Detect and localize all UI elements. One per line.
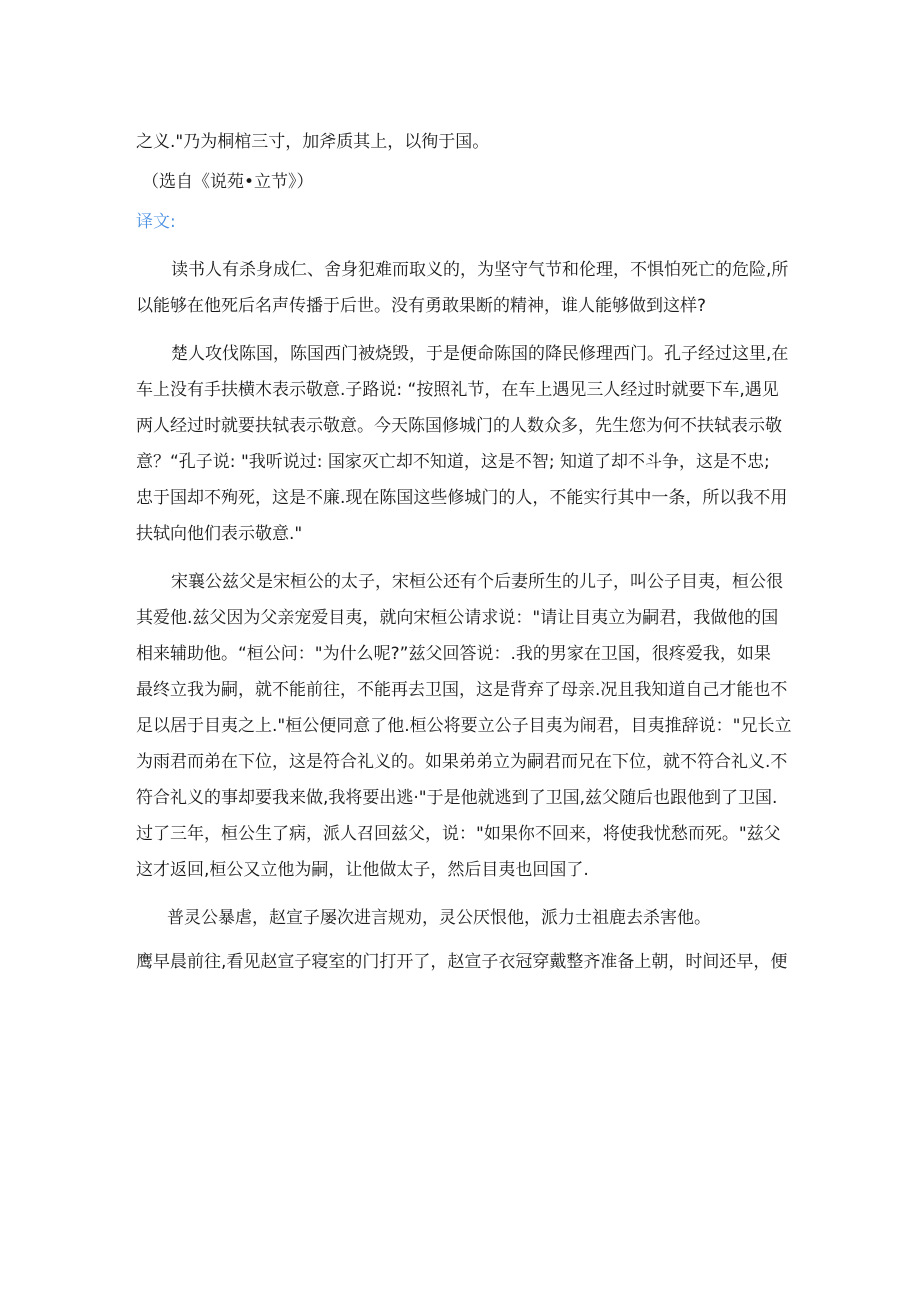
paragraph-line: 以能够在他死后名声传播于后世。没有勇敢果断的精神，谁人能够做到这样? <box>136 296 707 316</box>
translation-heading: 译文: <box>136 212 176 232</box>
paragraph-line: 相来辅助他。“桓公问："为什么呢?”兹父回答说：.我的男家在卫国，很疼爱我，如果 <box>136 644 771 664</box>
paragraph-line: 足以居于目夷之上."桓公便同意了他.桓公将要立公子目夷为闹君，目夷推辞说："兄长立 <box>136 716 792 736</box>
paragraph-line: 忠于国却不殉死，这是不廉.现在陈国这些修城门的人，不能实行其中一条，所以我不用 <box>136 488 788 508</box>
paragraph-line: 扶轼向他们表示敬意." <box>136 524 303 544</box>
paragraph-line: 两人经过时就要扶轼表示敬意。今天陈国修城门的人数众多，先生您为何不扶轼表示敬 <box>136 416 782 436</box>
paragraph-1 <box>136 252 789 324</box>
paragraph-line: 鹰早晨前往,看见赵宣子寝室的门打开了，赵宣子衣冠穿戴整齐准备上朝，时间还早，便 <box>136 952 788 972</box>
paragraph-2 <box>136 336 789 552</box>
paragraph-line: 车上没有手扶横木表示敬意.子路说: “按照礼节，在车上遇见三人经过时就要下车,遇见 <box>136 380 779 400</box>
document-page <box>136 124 792 980</box>
opening-line: 之义."乃为桐棺三寸，加斧质其上，以徇于国。 <box>136 132 490 152</box>
source-citation: （选自《说苑•立节》） <box>142 172 314 192</box>
paragraph-line: 这才返回,桓公又立他为嗣，让他做太子，然后目夷也回国了. <box>136 860 589 880</box>
paragraph-4 <box>136 900 786 980</box>
paragraph-line: 为雨君而弟在下位，这是符合礼义的。如果弟弟立为嗣君而兄在下位，就不符合礼义.不 <box>136 752 788 772</box>
paragraph-line: 意？“孔子说: "我听说过: 国家灭亡却不知道，这是不智; 知道了却不斗争，这是不忠; <box>136 452 770 472</box>
paragraph-line: 符合礼义的事却要我来做,我将要出逃·"于是他就逃到了卫国,兹父随后也跟他到了卫国. <box>136 788 778 808</box>
paragraph-line: 过了三年，桓公生了病，派人召回兹父，说："如果你不回来，将使我忧愁而死。"兹父 <box>136 824 781 844</box>
paragraph-3 <box>136 564 792 888</box>
paragraph-line: 普灵公暴虐，赵宣子屡次进言规劝，灵公厌恨他，派力士祖鹿去杀害他。 <box>167 908 711 928</box>
paragraph-line: 最终立我为嗣，就不能前往，不能再去卫国，这是背弃了母亲.况且我知道自己才能也不 <box>136 680 788 700</box>
paragraph-line: 其爱他.兹父因为父亲宠爱目夷，就向宋桓公请求说："请让目夷立为嗣君，我做他的国 <box>136 608 779 628</box>
paragraph-line: 楚人攻伐陈国，陈国西门被烧毁，于是便命陈国的降民修理西门。孔子经过这里,在 <box>171 344 789 364</box>
paragraph-line: 宋襄公兹父是宋桓公的太子，宋桓公还有个后妻所生的儿子，叫公子目夷，桓公很 <box>171 572 783 592</box>
paragraph-line: 读书人有杀身成仁、舍身犯难而取义的，为坚守气节和伦理，不惧怕死亡的危险,所 <box>171 260 789 280</box>
